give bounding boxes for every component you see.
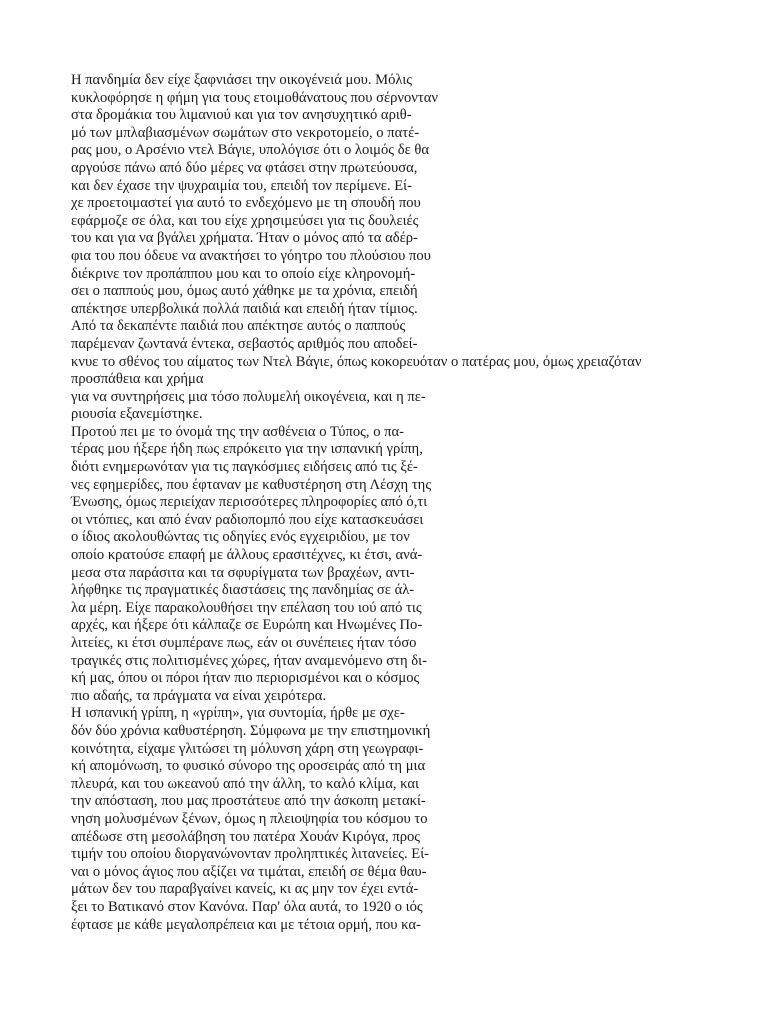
text-line: μό των μπλαβιασμένων σωμάτων στο νεκροτομείο, ο πατέ- (71, 124, 420, 141)
text-line: την απόσταση, που μας προστάτευε από την άσκοπη μετακί- (71, 793, 426, 810)
text-line: Η πανδημία δεν είχε ξαφνιάσει την οικογένειά μου. Μόλις (71, 72, 413, 88)
text-line: διότι ενημερωνόταν για τις παγκόσμιες ειδήσεις από τις ξέ- (71, 459, 418, 476)
text-line: πιο αδαής, τα πράγματα να είναι χειρότερα. (71, 687, 327, 704)
text-line: λήφθηκε τις πραγματικές διαστάσεις της πανδημίας σε άλ- (71, 582, 415, 599)
text-line: μεσα στα παράσιτα και τα σφυρίγματα των βραχέων, αντι- (71, 564, 415, 581)
text-line: ρας μου, ο Αρσένιο ντελ Βάγιε, υπολόγισε ότι ο λοιμός δε θα (71, 142, 430, 159)
text-line: μάτων δεν του παραβγαίνει κανείς, κι ας μην τον έχει εντά- (71, 881, 419, 898)
body-text (71, 72, 751, 934)
text-line: Η ισπανική γρίπη, η «γρίπη», για συντομία, ήρθε με σχε- (71, 705, 405, 722)
text-line: ξει το Βατικανό στον Κανόνα. Παρ' όλα αυτά, το 1920 ο ιός (71, 898, 423, 915)
text-line: και δεν έχασε την ψυχραιμία του, επειδή τον περίμενε. Εί- (71, 177, 412, 194)
text-line: απέδωσε στη μεσολάβηση του πατέρα Χουάν Κιρόγα, προς (71, 828, 421, 845)
text-line: δόν δύο χρόνια καθυστέρηση. Σύμφωνα με την επιστημονική (71, 722, 431, 739)
text-line: ο ίδιος ακολουθώντας τις οδηγίες ενός εγχειριδίου, με τον (71, 529, 410, 546)
text-line: αρχές, και ήξερε ότι κάλπαζε σε Ευρώπη και Ηνωμένες Πο- (71, 617, 423, 634)
text-line: χε προετοιμαστεί για αυτό το ενδεχόμενο με τη σπουδή που (71, 195, 421, 212)
text-line: πλευρά, και του ωκεανού από την άλλη, το καλό κλίμα, και (71, 775, 419, 792)
text-line: Ένωσης, όμως περιείχαν περισσότερες πληροφορίες από ό,τι (71, 494, 428, 511)
text-line: στα δρομάκια του λιμανιού και για τον ανησυχητικό αριθ- (71, 107, 412, 124)
text-line: κυκλοφόρησε η φήμη για τους ετοιμοθάνατους που σέρνονταν (71, 89, 438, 106)
text-line: έφτασε με κάθε μεγαλοπρέπεια και με τέτοια ορμή, που κα- (71, 916, 421, 933)
text-line: τιμήν του οποίου διοργανώνονταν προληπτικές λιτανείες. Εί- (71, 846, 430, 863)
text-line: οποίο κρατούσε επαφή με άλλους ερασιτέχνες, κι έτσι, ανά- (71, 547, 423, 564)
text-line: λα μέρη. Είχε παρακολουθήσει την επέλαση του ιού από τις (71, 599, 422, 616)
text-line: κή απομόνωση, το φυσικό σύνορο της οροσειράς από τη μια (71, 758, 426, 775)
text-line: Προτού πει με το όνομά της την ασθένεια ο Τύπος, ο πα- (71, 423, 405, 440)
text-line: του και για να βγάλει χρήματα. Ήταν ο μόνος από τα αδέρ- (71, 230, 418, 247)
text-line: για να συντηρήσεις μια τόσο πολυμελή οικογένεια, και η πε- (71, 388, 426, 405)
text-line: παρέμεναν ζωντανά έντεκα, σεβαστός αριθμός που αποδεί- (71, 335, 418, 352)
text-line: προσπάθεια και χρήμα (71, 371, 204, 388)
text-line: διέκρινε τον προπάππου μου και το οποίο είχε κληρονομή- (71, 265, 416, 282)
text-line: λιτείες, κι έτσι συμπέρανε πως, εάν οι συνέπειες ήταν τόσο (71, 635, 417, 651)
text-line: σει ο παππούς μου, όμως αυτό χάθηκε με τα χρόνια, επειδή (71, 283, 418, 300)
text-line: νες εφημερίδες, που έφταναν με καθυστέρηση στη Λέσχη της (71, 476, 432, 493)
text-line: κνυε το σθένος του αίματος των Ντελ Βάγιε, όπως κοκορευόταν ο πατέρας μου, όμως χρειαζόταν (71, 353, 642, 370)
text-line: ριουσία εξανεμίστηκε. (71, 406, 203, 423)
text-line: οι ντόπιες, και από έναν ραδιοπομπό που είχε κατασκευάσει (71, 511, 424, 528)
text-line: ναι ο μόνος άγιος που αξίζει να τιμάται, επειδή σε θέμα θαυ- (71, 863, 427, 880)
text-line: Από τα δεκαπέντε παιδιά που απέκτησε αυτός ο παππούς (71, 318, 406, 335)
text-line: τραγικές στις πολιτισμένες χώρες, ήταν αναμενόμενο στη δι- (71, 652, 427, 669)
text-line: νηση μολυσμένων ξένων, όμως η πλειοψηφία του κόσμου το (71, 810, 428, 827)
text-line: απέκτησε υπερβολικά πολλά παιδιά και επειδή ήταν τίμιος. (71, 300, 418, 317)
text-line: τέρας μου ήξερε ήδη πως επρόκειτο για την ισπανική γρίπη, (71, 441, 423, 458)
text-line: κή μας, όπου οι πόροι ήταν πιο περιορισμένοι και ο κόσμος (71, 670, 420, 687)
text-line: φια του που όδευε να ανακτήσει το γόητρο του πλούσιου που (71, 247, 431, 264)
text-line: κοινότητα, είχαμε γλιτώσει τη μόλυνση χάρη στη γεωγραφι- (71, 740, 424, 757)
text-line: αργούσε πάνω από δύο μέρες να φτάσει στην πρωτεύουσα, (71, 159, 418, 176)
text-line: εφάρμοζε σε όλα, και του είχε χρησιμεύσει για τις δουλειές (71, 212, 419, 229)
